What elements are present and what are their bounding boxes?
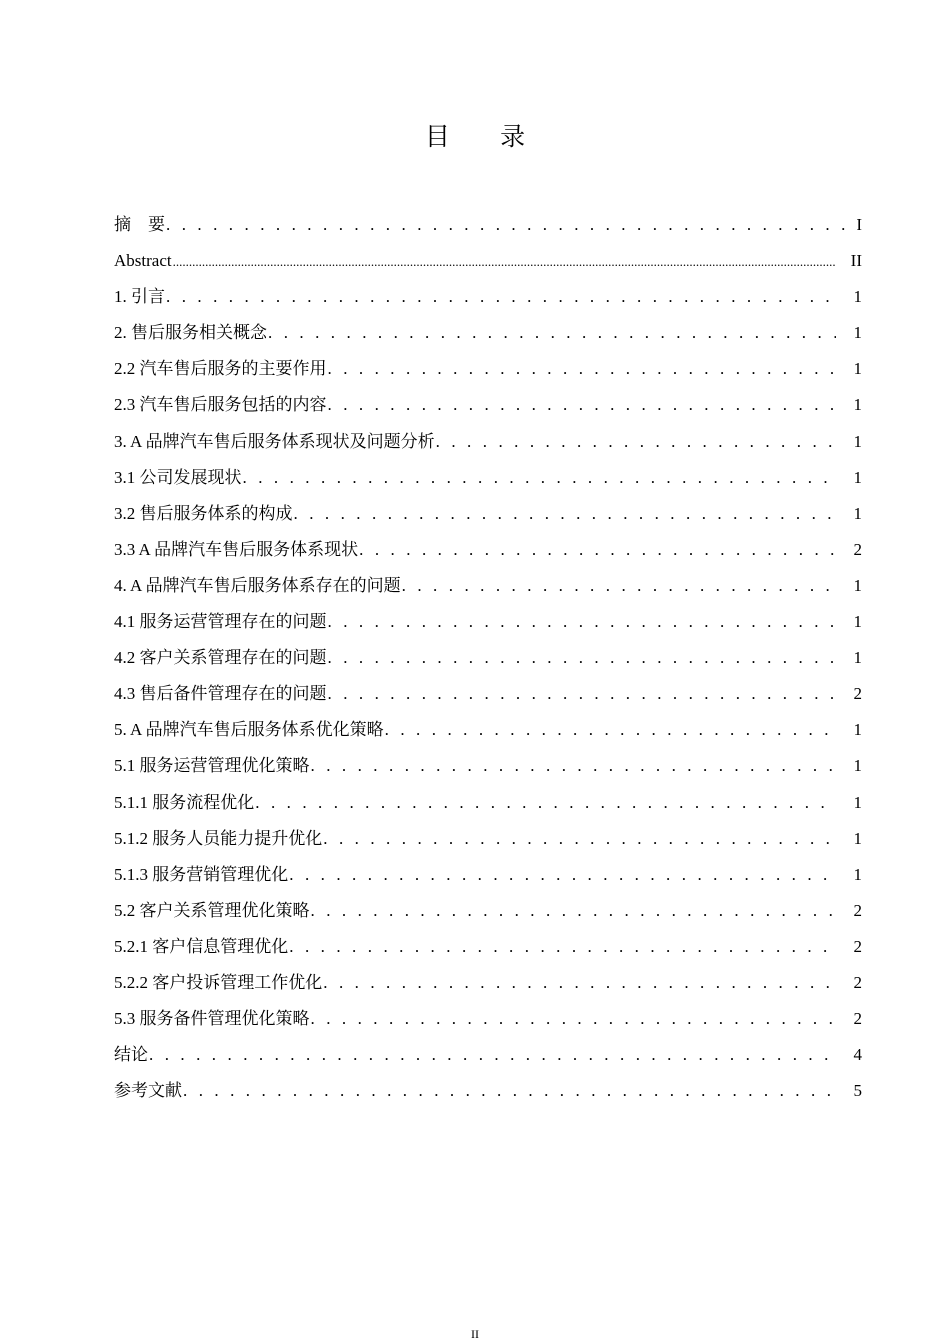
toc-entry-label: 3. A 品牌汽车售后服务体系现状及问题分析 xyxy=(114,431,435,451)
toc-entry-label: 参考文献 xyxy=(114,1081,182,1101)
toc-entry-page-number: 1 xyxy=(853,864,862,884)
toc-entry[interactable] xyxy=(114,315,862,351)
toc-entry-label: 4.2 客户关系管理存在的问题 xyxy=(114,648,327,668)
toc-dot-leader xyxy=(328,351,837,387)
toc-entry-label: 4. A 品牌汽车售后服务体系存在的问题 xyxy=(114,575,401,595)
toc-entry-label: Abstract xyxy=(114,251,172,271)
toc-entry-label: 5.1.3 服务营销管理优化 xyxy=(114,864,289,884)
toc-entry-label: 3.2 售后服务体系的构成 xyxy=(114,503,293,523)
toc-dot-leader xyxy=(323,965,836,1001)
toc-dot-leader xyxy=(328,604,837,640)
toc-dot-leader xyxy=(385,712,836,748)
toc-entry-page-number: 2 xyxy=(853,1009,862,1029)
toc-entry-label: 5. A 品牌汽车售后服务体系优化策略 xyxy=(114,720,384,740)
toc-entry-page-number: 1 xyxy=(853,431,862,451)
footer-page-number: II xyxy=(471,1327,479,1341)
toc-entry-page-number: 1 xyxy=(853,287,862,307)
toc-entry-page-number: 2 xyxy=(853,972,862,992)
toc-entry[interactable] xyxy=(114,604,862,640)
toc-entry-label: 5.1.2 服务人员能力提升优化 xyxy=(114,828,323,848)
toc-entry-page-number: 1 xyxy=(853,648,862,668)
toc-entry[interactable] xyxy=(114,387,862,423)
toc-entry[interactable] xyxy=(114,279,862,315)
toc-entry-page-number: 1 xyxy=(853,720,862,740)
toc-entry-label: 5.3 服务备件管理优化策略 xyxy=(114,1009,310,1029)
toc-entry-label: 5.2.1 客户信息管理优化 xyxy=(114,936,289,956)
toc-dot-leader xyxy=(323,821,836,857)
page-title: 目 录 xyxy=(424,124,548,151)
toc-dot-leader xyxy=(166,207,856,243)
toc-entry-page-number: 1 xyxy=(853,575,862,595)
toc-entry-label: 3.1 公司发展现状 xyxy=(114,467,242,487)
toc-dot-leader xyxy=(328,676,837,712)
toc-dot-leader xyxy=(311,1001,837,1037)
toc-entry-label: 2. 售后服务相关概念 xyxy=(114,323,267,343)
toc-entry[interactable] xyxy=(114,640,862,676)
toc-entry-page-number: 1 xyxy=(853,612,862,632)
toc-dot-leader xyxy=(289,857,836,893)
toc-entry-label: 5.2 客户关系管理优化策略 xyxy=(114,900,310,920)
toc-entry-label: 2.3 汽车售后服务包括的内容 xyxy=(114,395,327,415)
toc-dot-leader xyxy=(183,1073,836,1109)
toc-entry[interactable] xyxy=(114,893,862,929)
toc-entry-page-number: 2 xyxy=(853,936,862,956)
toc-entry-page-number: 2 xyxy=(853,539,862,559)
toc-entry[interactable] xyxy=(114,965,862,1001)
toc-entry[interactable] xyxy=(114,821,862,857)
toc-dot-leader xyxy=(289,929,836,965)
toc-entry[interactable] xyxy=(114,748,862,784)
toc-entry-label: 4.1 服务运营管理存在的问题 xyxy=(114,612,327,632)
toc-dot-leader xyxy=(436,424,836,460)
toc-entry-page-number: 5 xyxy=(853,1081,862,1101)
toc-dot-leader xyxy=(402,568,836,604)
toc-dot-leader xyxy=(294,496,837,532)
toc-dot-leader xyxy=(328,640,837,676)
toc-entry[interactable] xyxy=(114,207,862,243)
toc-entry-page-number: 2 xyxy=(853,684,862,704)
toc-entry-label: 2.2 汽车售后服务的主要作用 xyxy=(114,359,327,379)
toc-entry[interactable] xyxy=(114,460,862,496)
toc-entry[interactable] xyxy=(114,568,862,604)
toc-entry[interactable] xyxy=(114,929,862,965)
toc-dot-leader xyxy=(149,1037,836,1073)
toc-entry-page-number: 1 xyxy=(853,323,862,343)
toc-entry-page-number: 1 xyxy=(853,756,862,776)
toc-entry-page-number: I xyxy=(856,215,862,234)
toc-entry[interactable] xyxy=(114,1073,862,1109)
toc-entry[interactable] xyxy=(114,496,862,532)
toc-entry-label: 1. 引言 xyxy=(114,287,165,307)
toc-entry-label: 摘 要 xyxy=(114,215,165,234)
toc-entry-page-number: 1 xyxy=(853,467,862,487)
toc-dot-leader xyxy=(328,387,837,423)
toc-dot-leader xyxy=(173,244,836,280)
toc-entry-page-number: 4 xyxy=(853,1045,862,1065)
toc-entry-page-number: 1 xyxy=(853,828,862,848)
toc-entry-label: 5.1 服务运营管理优化策略 xyxy=(114,756,310,776)
toc-entry[interactable] xyxy=(114,532,862,568)
toc-dot-leader xyxy=(311,893,837,929)
toc-entry[interactable] xyxy=(114,712,862,748)
toc-entry[interactable] xyxy=(114,1001,862,1037)
toc-entry-page-number: 2 xyxy=(853,900,862,920)
toc-entry[interactable] xyxy=(114,785,862,821)
toc-entry-page-number: II xyxy=(850,251,862,271)
toc-entry-page-number: 1 xyxy=(853,792,862,812)
toc-entry-page-number: 1 xyxy=(853,503,862,523)
toc-entry-label: 5.2.2 客户投诉管理工作优化 xyxy=(114,972,323,992)
toc-dot-leader xyxy=(268,315,836,351)
toc-dot-leader xyxy=(255,785,836,821)
toc-entry[interactable] xyxy=(114,243,862,279)
table-of-contents xyxy=(114,207,862,1109)
toc-entry-page-number: 1 xyxy=(853,395,862,415)
toc-entry[interactable] xyxy=(114,424,862,460)
toc-entry-label: 5.1.1 服务流程优化 xyxy=(114,792,255,812)
toc-entry-label: 3.3 A 品牌汽车售后服务体系现状 xyxy=(114,539,359,559)
toc-entry[interactable] xyxy=(114,676,862,712)
toc-entry[interactable] xyxy=(114,351,862,387)
toc-entry-label: 4.3 售后备件管理存在的问题 xyxy=(114,684,327,704)
toc-dot-leader xyxy=(311,748,837,784)
toc-dot-leader xyxy=(359,532,836,568)
toc-entry[interactable] xyxy=(114,1037,862,1073)
toc-entry-page-number: 1 xyxy=(853,359,862,379)
toc-entry-label: 结论 xyxy=(114,1045,148,1065)
toc-entry[interactable] xyxy=(114,857,862,893)
toc-dot-leader xyxy=(166,279,836,315)
toc-dot-leader xyxy=(243,460,837,496)
